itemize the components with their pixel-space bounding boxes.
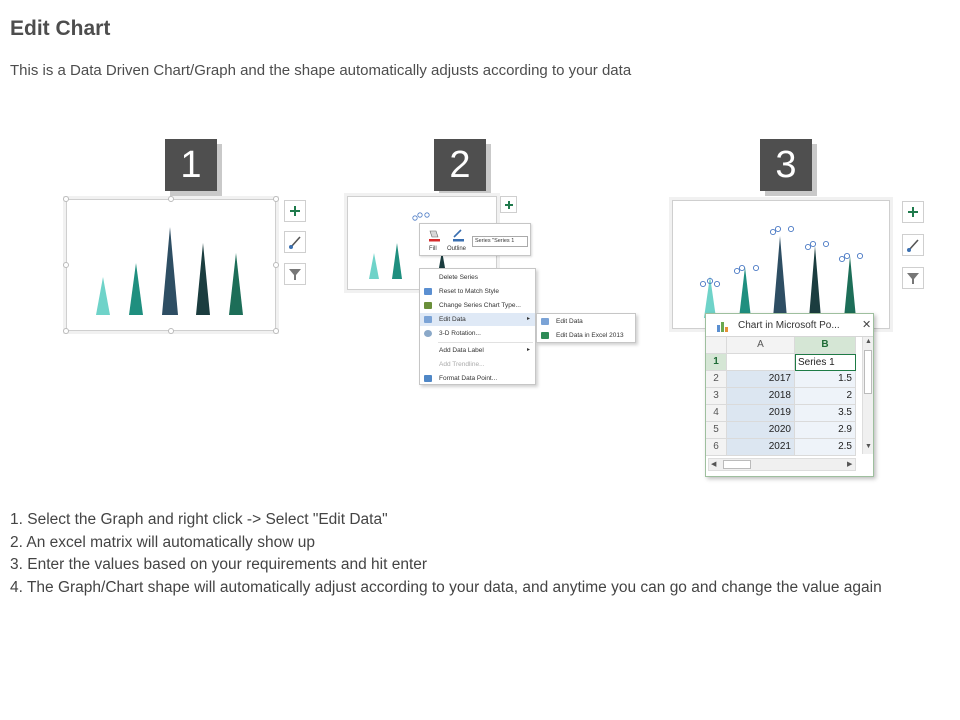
plus-icon [289, 205, 301, 217]
data-marker [753, 265, 758, 270]
submenu-item-edit-in-excel[interactable]: Edit Data in Excel 2013 [537, 329, 635, 342]
excel-title-bar[interactable] [706, 314, 873, 337]
data-marker [714, 281, 719, 286]
horizontal-scrollbar[interactable] [708, 458, 856, 471]
menu-item-reset-style[interactable]: Reset to Match Style [420, 285, 535, 298]
edit-data-icon [424, 316, 432, 323]
corner-cell[interactable] [706, 337, 727, 354]
chart-filters-button[interactable] [284, 263, 306, 285]
data-marker [418, 213, 422, 217]
chart-styles-button[interactable] [284, 231, 306, 253]
mini-toolbar[interactable] [419, 223, 531, 256]
cell-value[interactable]: 2 [795, 388, 856, 405]
chart-filters-button[interactable] [902, 267, 924, 289]
row-header[interactable]: 1 [706, 354, 727, 371]
cell-year[interactable]: 2020 [727, 422, 795, 439]
scroll-thumb[interactable] [723, 460, 751, 469]
vertical-scrollbar[interactable] [862, 337, 873, 454]
cell-value[interactable]: 1.5 [795, 371, 856, 388]
data-marker [700, 281, 705, 286]
fill-bucket-icon[interactable] [427, 228, 441, 242]
page-subtitle: This is a Data Driven Chart/Graph and the shape automatically adjusts according to your data [10, 62, 632, 79]
scroll-left-icon[interactable]: ◀ [711, 461, 717, 468]
submenu-item-edit-data[interactable]: Edit Data [537, 315, 635, 328]
page-title: Edit Chart [10, 17, 111, 40]
data-marker [775, 226, 780, 231]
instruction-step: 1. Select the Graph and right click -> Select "Edit Data" [10, 511, 388, 528]
cone-bar [129, 263, 143, 315]
rotation-icon [424, 330, 432, 337]
cone-bar [162, 227, 178, 315]
data-marker [805, 244, 810, 249]
data-marker [857, 253, 862, 258]
instructions-list [10, 509, 945, 599]
menu-item-edit-data[interactable]: Edit Data ▸ [420, 313, 535, 326]
data-marker [734, 268, 739, 273]
scroll-up-icon[interactable]: ▲ [865, 338, 872, 345]
excel-window-title: Chart in Microsoft Po... [738, 320, 840, 331]
brush-icon [906, 238, 920, 252]
cone-bar [196, 243, 210, 315]
cone-bar [229, 253, 243, 315]
cell-a1[interactable] [727, 354, 795, 371]
cell-value[interactable]: 2.9 [795, 422, 856, 439]
cell-year[interactable]: 2017 [727, 371, 795, 388]
cone-bar [392, 243, 402, 279]
excel-data-window[interactable] [705, 313, 874, 477]
add-element-button[interactable] [284, 200, 306, 222]
reset-style-icon [424, 288, 432, 295]
data-marker [844, 253, 849, 258]
instruction-step: 4. The Graph/Chart shape will automatically adjust according to your data, and anytime you can go and change the value again [10, 578, 882, 596]
menu-item-format-data-point[interactable]: Format Data Point... [420, 372, 535, 385]
outline-pen-icon[interactable] [451, 228, 465, 242]
close-icon[interactable]: ✕ [862, 319, 872, 331]
cell-year[interactable]: 2021 [727, 439, 795, 456]
series-select[interactable]: Series "Series 1 [472, 236, 528, 247]
cell-value[interactable]: 2.5 [795, 439, 856, 456]
cone-bar [773, 236, 787, 318]
row-header[interactable]: 6 [706, 439, 727, 456]
scroll-thumb[interactable] [864, 350, 872, 394]
data-marker [425, 213, 429, 217]
chart-icon [716, 320, 730, 332]
data-marker [810, 241, 815, 246]
context-menu[interactable] [419, 268, 536, 385]
row-header[interactable]: 3 [706, 388, 727, 405]
data-marker [788, 226, 793, 231]
instruction-step: 2. An excel matrix will automatically show up [10, 533, 315, 551]
cell-value[interactable]: 3.5 [795, 405, 856, 422]
step-badge-3: 3 [760, 139, 812, 191]
cone-chart-1[interactable] [66, 199, 276, 331]
step-badge-1: 1 [165, 139, 217, 191]
row-header[interactable]: 4 [706, 405, 727, 422]
cone-bar [96, 277, 110, 315]
filter-icon [288, 267, 302, 281]
outline-label: Outline [447, 246, 467, 252]
menu-item-change-chart-type[interactable]: Change Series Chart Type... [420, 299, 535, 312]
menu-item-add-trendline: Add Trendline... [439, 361, 485, 368]
scroll-right-icon[interactable]: ▶ [847, 461, 853, 468]
cone-bar [739, 267, 751, 318]
fill-label: Fill [429, 246, 437, 252]
column-header-a[interactable]: A [727, 337, 795, 354]
cell-b1[interactable]: Series 1 [795, 354, 856, 371]
data-marker [770, 229, 775, 234]
cone-bar [844, 256, 856, 318]
menu-item-3d-rotation[interactable]: 3-D Rotation... [420, 327, 535, 340]
row-header[interactable]: 2 [706, 371, 727, 388]
cone-bar [809, 246, 821, 318]
plus-icon [907, 206, 919, 218]
submenu-arrow-icon: ▸ [526, 347, 530, 353]
data-marker [739, 265, 744, 270]
menu-item-add-data-label[interactable]: Add Data Label ▸ [420, 344, 535, 357]
filter-icon [906, 271, 920, 285]
data-marker [413, 216, 417, 220]
data-marker [839, 256, 844, 261]
add-element-button[interactable] [500, 196, 517, 213]
step-badge-2: 2 [434, 139, 486, 191]
column-header-b[interactable]: B [795, 337, 856, 354]
instruction-step: 3. Enter the values based on your requirements and hit enter [10, 556, 428, 573]
menu-divider [438, 342, 533, 343]
data-marker [823, 241, 828, 246]
chart-styles-button[interactable] [902, 234, 924, 256]
menu-item-delete-series[interactable]: Delete Series [439, 274, 479, 281]
edit-data-submenu[interactable] [536, 313, 636, 343]
cone-bar [704, 276, 716, 318]
cone-bar [369, 253, 379, 279]
brush-icon [288, 235, 302, 249]
row-header[interactable]: 5 [706, 422, 727, 439]
plus-icon [504, 200, 514, 210]
cell-year[interactable]: 2019 [727, 405, 795, 422]
bar-chart-icon [424, 302, 432, 309]
submenu-arrow-icon: ▸ [526, 316, 530, 322]
edit-data-icon [541, 318, 549, 325]
add-element-button[interactable] [902, 201, 924, 223]
scroll-down-icon[interactable]: ▼ [865, 443, 872, 450]
cell-year[interactable]: 2018 [727, 388, 795, 405]
cone-chart-3[interactable] [672, 200, 890, 329]
excel-icon [541, 332, 549, 339]
format-icon [424, 375, 432, 382]
